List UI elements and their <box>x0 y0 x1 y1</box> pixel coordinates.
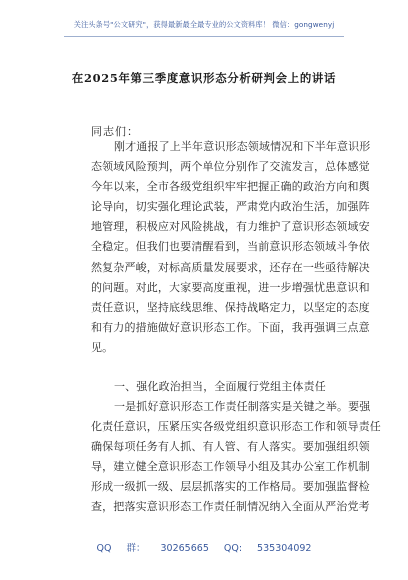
promo-header-banner: 关注头条号"公文研究"，获得最新最全最专业的公文资料库！ 微信：gongwenyj <box>73 20 335 29</box>
paragraph-line: 论导向，切实强化理论武装，严肃党内政治生活，加强阵 <box>91 200 370 214</box>
paragraph-line: 刚才通报了上半年意识形态领域情况和下半年意识形 <box>114 140 371 153</box>
qq-contact-footer: QQ 群： 30265665 QQ: 535304092 <box>96 543 312 554</box>
header-divider <box>64 36 344 37</box>
paragraph-line: 然复杂严峻，对标高质量发展要求，还存在一些亟待解决 <box>91 260 370 274</box>
paragraph-line: 一是抓好意识形态工作责任制落实是关键之举。要强 <box>114 400 371 413</box>
paragraph-line: 查，把落实意识形态工作责任制情况纳入全面从严治党考 <box>91 500 370 514</box>
paragraph-line: 责任意识，坚持底线思维、保持战略定力，以坚定的态度 <box>91 300 370 314</box>
paragraph-intro <box>91 137 371 358</box>
paragraph-line: 确保每项任务有人抓、有人管、有人落实。要加强组织领 <box>91 440 370 454</box>
paragraph-line: 今年以来，全市各级党组织牢牢把握正确的政治方向和舆 <box>91 180 370 194</box>
paragraph-line: 全稳定。但我们也要清醒看到，当前意识形态领域斗争依 <box>91 240 370 254</box>
paragraph-line: 化责任意识，压紧压实各级党组织意识形态工作和领导责任 <box>91 420 381 434</box>
document-title: 在2025年第三季度意识形态分析研判会上的讲话 <box>71 71 337 85</box>
paragraph-line: 态领域风险预判，两个单位分别作了交流发言，总体感觉 <box>91 160 370 174</box>
paragraph-line: 形成一级抓一级、层层抓落实的工作格局。要加强监督检 <box>91 480 370 494</box>
paragraph-line: 见。 <box>91 340 114 354</box>
paragraph-line: 和有力的措施做好意识形态工作。下面，我再强调三点意 <box>91 320 370 334</box>
paragraph-line: 导，建立健全意识形态工作领导小组及其办公室工作机制 <box>91 460 370 474</box>
paragraph-line: 的问题。对此，大家要高度重视，进一步增强忧患意识和 <box>91 280 370 294</box>
paragraph-line: 地管理，积极应对风险挑战，有力维护了意识形态领域安 <box>91 220 370 234</box>
paragraph-section-1 <box>91 397 381 518</box>
salutation: 同志们： <box>91 125 139 138</box>
section-heading-text: 一、强化政治担当，全面履行党组主体责任 <box>114 380 326 393</box>
section-heading-1 <box>91 377 339 397</box>
